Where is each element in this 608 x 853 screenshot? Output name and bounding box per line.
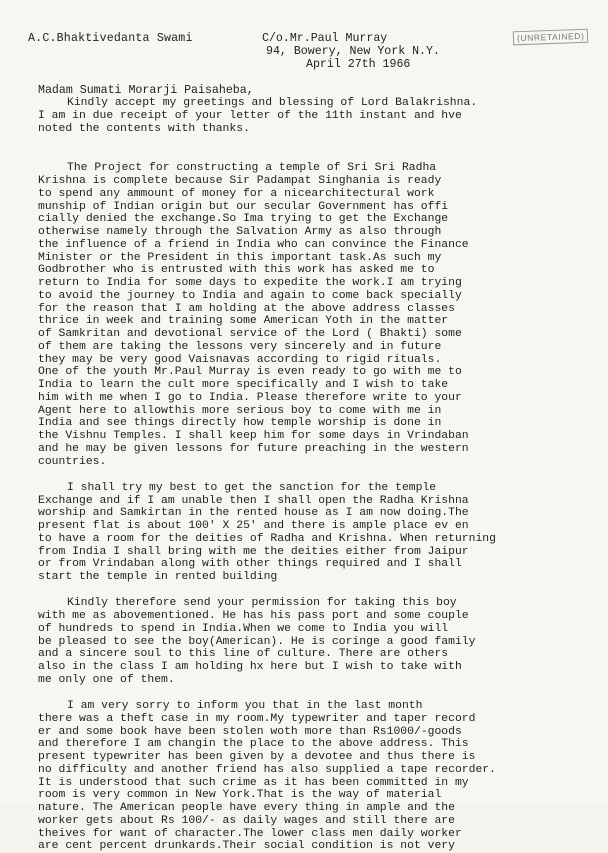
paragraph-line: from India I shall bring with me the deities either from Jaipur: [38, 545, 469, 558]
paragraph-line: return to India for some days to expedite the work.I am trying: [38, 277, 462, 289]
paragraph-line: are cent percent drunkards.Their social condition is not very: [38, 840, 455, 853]
archive-stamp: (UNRETAINED): [513, 29, 589, 46]
paragraph-line: with me as abovementioned. He has his pass port and some couple: [38, 610, 469, 622]
paragraph-line: One of the youth Mr.Paul Murray is even ready to go with me to: [38, 366, 462, 379]
opening-line: I am in due receipt of your letter of the 11th instant and hve: [38, 109, 462, 122]
paragraph-line: Kindly therefore send your permission for taking this boy: [67, 597, 457, 610]
paragraph-line: to avoid the journey to India and again to come back specially: [38, 289, 462, 302]
paragraph-line: of them are taking the lessons very sincerely and in future: [38, 340, 442, 353]
paragraph-line: I am very sorry to inform you that in the last month: [67, 700, 423, 712]
paragraph-line: there was a theft case in my room.My typewriter and taper record: [38, 712, 476, 725]
paragraph-temple-sanction: [38, 482, 598, 584]
letter-body: [38, 97, 598, 853]
paragraph-line: of Samkritan and devotional service of the Lord ( Bhakti) some: [38, 328, 462, 340]
paragraph-line: the Vishnu Temples. I shall keep him for some days in Vrindaban: [38, 430, 469, 442]
address-line-2: 94, Bowery, New York N.Y.: [266, 45, 440, 58]
paragraph-line: thrice in week and training some American Yoth in the matter: [38, 315, 449, 328]
paragraph-line: Minister or the President in this important task.As such my: [38, 251, 442, 264]
paragraph-line: Godbrother who is entrusted with this work has asked me to: [38, 264, 435, 277]
letter-date: April 27th 1966: [306, 58, 411, 71]
paragraph-theft: [38, 700, 598, 853]
paragraph-line: the influence of a friend in India who can convince the Finance: [38, 238, 469, 251]
paragraph-line: munship of Indian origin but our secular Government has offi: [38, 200, 449, 213]
sender-name: A.C.Bhaktivedanta Swami: [28, 32, 193, 45]
paragraph-line: India to learn the cult more specifically and I wish to take: [38, 379, 449, 391]
paragraph-line: countries.: [38, 455, 107, 468]
paragraph-line: It is understood that such crime as it has been committed in my: [38, 776, 469, 789]
paragraph-line: The Project for constructing a temple of Sri Sri Radha: [67, 162, 437, 175]
opening-line: Kindly accept my greetings and blessing of Lord Balakrishna.: [67, 97, 478, 109]
paragraph-line: Agent here to allowthis more serious boy to come with me in: [38, 404, 442, 417]
paragraph-line: worker gets about Rs 100/- as daily wages and still there are: [38, 814, 455, 827]
paragraph-line: to spend any ammount of money for a nicearchitectural work: [38, 187, 435, 200]
paragraph-line: room is very common in New York.That is the way of material: [38, 789, 442, 802]
paragraph-line: for the reason that I am holding at the above address classes: [38, 302, 455, 315]
paragraph-temple-project: [38, 162, 598, 468]
paragraph-line: of hundreds to spend in India.When we come to India you will: [38, 622, 449, 635]
paragraph-line: present typewriter has been given by a devotee and thus there is: [38, 751, 476, 763]
salutation: Madam Sumati Morarji Paisaheba,: [38, 84, 254, 97]
paragraph-line: be pleased to see the boy(American). He is coringe a good family: [38, 635, 476, 648]
paragraph-line: and he may be given lessons for future preaching in the western: [38, 442, 469, 455]
paragraph-line: nature. The American people have every thing in ample and the: [38, 802, 455, 814]
paragraph-line: him with me when I go to India. Please therefore write to your: [38, 391, 462, 404]
paragraph-line: start the temple in rented building: [38, 571, 278, 583]
paragraph-line: me only one of them.: [38, 673, 175, 686]
paragraph-line: theives for want of character.The lower class men daily worker: [38, 827, 462, 840]
paragraph-line: also in the class I am holding hx here but I wish to take with: [38, 661, 462, 673]
paragraph-line: er and some book have been stolen woth more than Rs1000/-goods: [38, 725, 462, 738]
paragraph-line: or from Vrindaban along with other things required and I shall: [38, 558, 462, 571]
paragraph-permission: [38, 597, 598, 686]
paragraph-line: cially denied the exchange.So Ima trying to get the Exchange: [38, 213, 449, 226]
paragraph-line: present flat is about 100' X 25' and there is ample place ev en: [38, 520, 469, 532]
paragraph-line: I shall try my best to get the sanction for the temple: [67, 481, 437, 494]
paragraph-line: worship and Samkirtan in the rented house as I am now doing.The: [38, 507, 469, 520]
paragraph-line: and a sincere soul to this line of culture. There are others: [38, 648, 449, 661]
paragraph-line: and therefore I am changin the place to the above address. This: [38, 738, 469, 751]
paragraph-line: otherwise namely through the Salvation Army as also through: [38, 226, 442, 238]
opening-line: noted the contents with thanks.: [38, 122, 250, 135]
paragraph-line: they may be very good Vaisnavas according to rigid rituals.: [38, 353, 442, 366]
address-line-1: C/o.Mr.Paul Murray: [262, 32, 388, 45]
paragraph-line: no difficulty and another friend has also supplied a tape recorder.: [38, 763, 496, 776]
paragraph-line: Krishna is complete because Sir Padampat Singhania is ready: [38, 175, 442, 187]
paragraph-line: India and see things directly how temple worship is done in: [38, 417, 442, 430]
paragraph-line: to have a room for the deities of Radha and Krishna. When returning: [38, 532, 496, 545]
address-block: [262, 32, 440, 71]
paragraph-line: Exchange and if I am unable then I shall open the Radha Krishna: [38, 494, 469, 507]
